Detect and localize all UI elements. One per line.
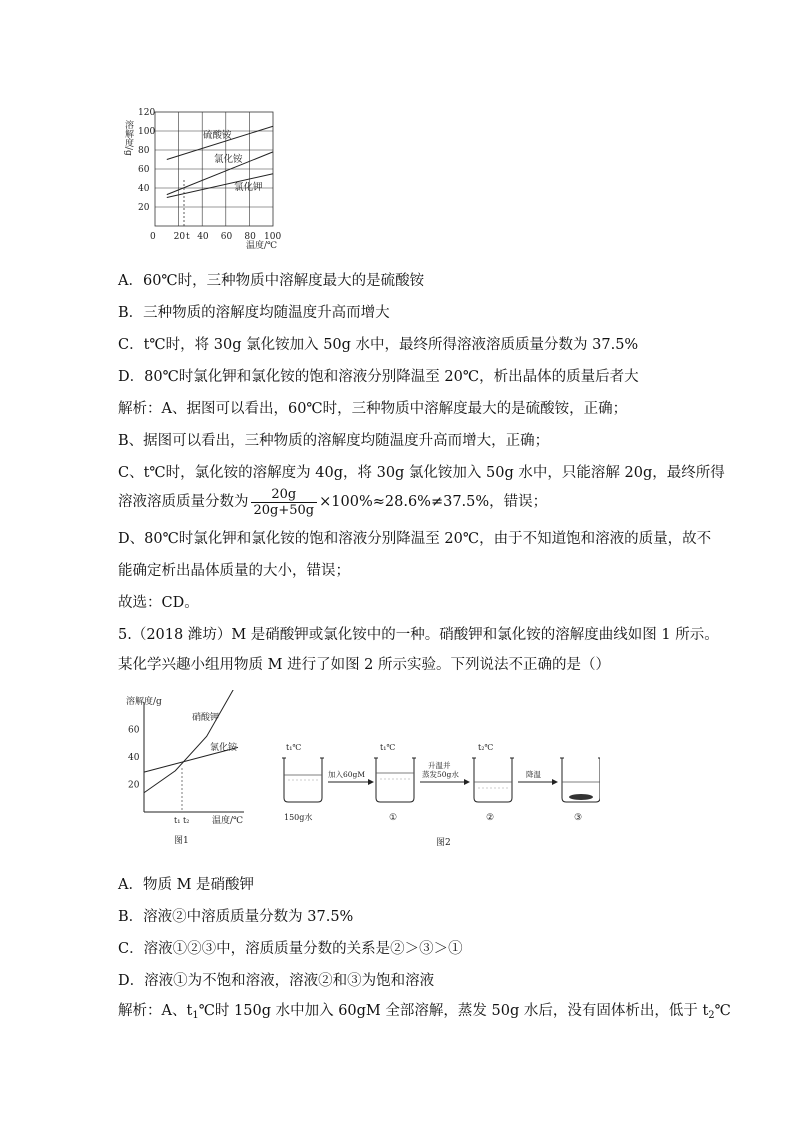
fig1-y-ticks xyxy=(128,726,140,791)
crystal-precipitate xyxy=(569,794,593,800)
fig1-label-ammonium-chloride: 氯化铵 xyxy=(210,743,238,753)
chart1-xtick-100: 100 xyxy=(264,232,282,242)
chart1-xtick-0: 0 xyxy=(150,232,156,242)
frac-numerator: 20g xyxy=(251,487,318,503)
chart1-xtick-60: 60 xyxy=(220,232,233,242)
q5-analysis-part-e: ℃ xyxy=(714,1003,731,1019)
q4-analysis-d1: D、80℃时氯化钾和氯化铵的饱和溶液分别降温至 20℃，由于不知道饱和溶液的质量，故不 xyxy=(118,531,712,547)
fig1-t-label: t₁ t₂ xyxy=(174,816,190,825)
q4-option-d: D．80℃时氯化钾和氯化铵的饱和溶液分别降温至 20℃，析出晶体的质量后者大 xyxy=(118,369,639,385)
q5-analysis xyxy=(118,1002,731,1025)
beaker-1-label: 150g水 xyxy=(284,813,313,822)
q4-analysis-b: B、据图可以看出，三种物质的溶解度均随温度升高而增大，正确； xyxy=(118,433,550,449)
chart1-xlabel: 温度/℃ xyxy=(246,241,278,251)
step-2-label-a: 升温并 xyxy=(428,761,451,770)
chart1-xtick-80: 80 xyxy=(244,232,256,242)
beaker-1-temp: t₁℃ xyxy=(286,743,302,752)
arrow-1-head xyxy=(368,779,374,785)
q4-analysis-d2: 能确定析出晶体质量的大小，错误； xyxy=(118,563,350,579)
fig2-caption: 图2 xyxy=(436,838,451,848)
q5-analysis-part-c: ℃时 150g 水中加入 60gM 全部溶解，蒸发 50g 水后，没有固体析出，低于 t xyxy=(198,1003,709,1019)
calc-suffix: ×100%≈28.6%≠37.5%，错误； xyxy=(319,494,548,510)
q5-option-a: A．物质 M 是硝酸钾 xyxy=(118,877,255,893)
fig1-ytick-40: 40 xyxy=(128,753,140,763)
beaker-3-label: ② xyxy=(486,813,495,823)
frac-denominator: 20g+50g xyxy=(253,502,315,518)
q4-analysis-c: C、t℃时，氯化铵的溶解度为 40g，将 30g 氯化铵加入 50g 水中，只能溶解 20g，最终所得 xyxy=(118,465,725,481)
beaker-3-temp: t₂℃ xyxy=(478,743,494,752)
q5-analysis-sub-2: 2 xyxy=(708,1010,715,1021)
calc-prefix: 溶液溶质质量分数为 xyxy=(118,494,249,510)
chart1-ylabel: 溶解度/g xyxy=(123,120,133,156)
beaker-4-label: ③ xyxy=(574,813,583,823)
q5-option-c: C．溶液①②③中，溶质质量分数的关系是②＞③＞① xyxy=(118,941,463,957)
q4-analysis-calc xyxy=(118,486,547,518)
fig1-ytick-60: 60 xyxy=(128,725,140,736)
chart1-ytick-100: 100 xyxy=(138,127,156,137)
beaker-2 xyxy=(374,743,416,823)
beaker-2-temp: t₁℃ xyxy=(380,743,396,752)
step-1-label: 加入60gM xyxy=(328,770,366,779)
q5-analysis-part-a: 解析：A、t xyxy=(118,1003,193,1019)
chart1-ytick-120: 120 xyxy=(138,108,156,118)
fig1-ylabel: 溶解度/g xyxy=(126,697,162,707)
q5-option-b: B．溶液②中溶质质量分数为 37.5% xyxy=(118,909,354,925)
chart1-ytick-60: 60 xyxy=(138,165,150,175)
beaker-1 xyxy=(282,743,324,822)
chart1-xtick-40: 40 xyxy=(197,232,209,242)
chart1-xtick-20: 20 xyxy=(173,232,186,242)
q4-option-b: B．三种物质的溶解度均随温度升高而增大 xyxy=(118,305,390,321)
chart1-xtick-t: t xyxy=(186,232,190,242)
step-2-label-b: 蒸发50g水 xyxy=(422,770,459,779)
q5-figure-1 xyxy=(118,690,258,850)
q4-analysis-a: 解析：A、据图可以看出，60℃时，三种物质中溶解度最大的是硫酸铵，正确； xyxy=(118,401,628,417)
chart1-series-label-ammonium-sulfate: 硫酸铵 xyxy=(203,130,232,141)
q4-option-c: C．t℃时，将 30g 氯化铵加入 50g 水中，最终所得溶液溶质质量分数为 37.5% xyxy=(118,337,639,353)
beaker-4 xyxy=(560,758,600,823)
arrow-2-head xyxy=(464,779,470,785)
q5-figure-2 xyxy=(280,740,600,850)
solubility-chart-1 xyxy=(118,108,298,253)
chart1-series-label-ammonium-chloride: 氯化铵 xyxy=(214,154,243,165)
q5-stem-line1: 5.（2018 潍坊）M 是硝酸钾或氯化铵中的一种。硝酸钾和氯化铵的溶解度曲线如图 1 所示。 xyxy=(118,627,719,643)
mass-fraction xyxy=(251,487,318,518)
chart1-series-label-potassium-chloride: 氯化钾 xyxy=(234,182,263,193)
step-3-label: 降温 xyxy=(526,770,541,779)
fig1-caption: 图1 xyxy=(174,836,189,846)
beaker-2-label: ① xyxy=(389,813,398,823)
q5-option-d: D．溶液①为不饱和溶液，溶液②和③为饱和溶液 xyxy=(118,973,435,989)
chart1-ytick-20: 20 xyxy=(138,203,150,213)
q5-stem-line2: 某化学兴趣小组用物质 M 进行了如图 2 所示实验。下列说法不正确的是（） xyxy=(118,657,611,673)
fig1-label-potassium-nitrate: 硝酸钾 xyxy=(192,713,220,723)
arrow-3-head xyxy=(552,779,558,785)
q4-option-a: A．60℃时，三种物质中溶解度最大的是硫酸铵 xyxy=(118,273,425,289)
chart1-ytick-40: 40 xyxy=(138,184,150,194)
q4-answer: 故选：CD。 xyxy=(118,595,199,611)
q5-analysis-sub-1: 1 xyxy=(192,1010,199,1021)
chart1-ytick-80: 80 xyxy=(138,146,150,156)
fig1-ytick-20: 20 xyxy=(128,780,140,791)
fig1-xlabel: 温度/℃ xyxy=(212,816,244,826)
beaker-3 xyxy=(472,743,514,823)
chart1-y-ticks xyxy=(138,108,155,213)
